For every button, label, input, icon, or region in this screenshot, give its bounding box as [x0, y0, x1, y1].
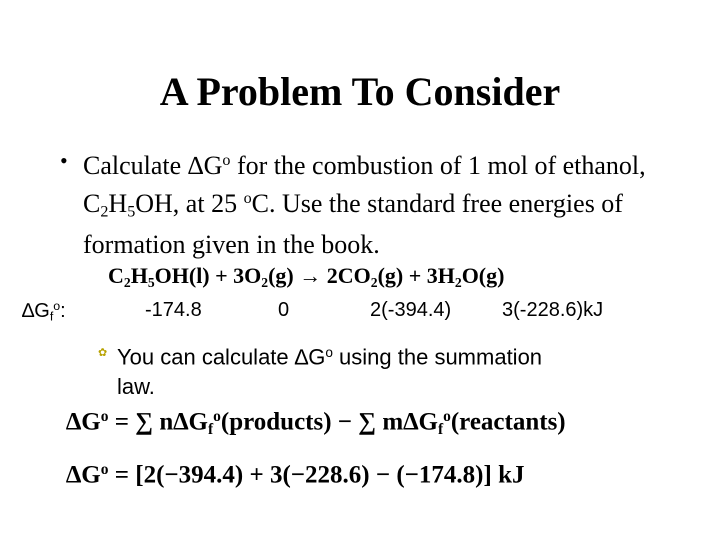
g-symbol: G [203, 150, 223, 180]
formation-value-ethanol: -174.8 [145, 299, 202, 321]
eq-part: ∆G [66, 461, 101, 489]
delta-symbol: ∆ [22, 299, 35, 322]
degree-superscript: o [213, 408, 221, 425]
subscript: 2 [261, 274, 269, 290]
subscript-f: f [49, 309, 54, 324]
subpoint-text [117, 338, 577, 401]
bullet-text [83, 144, 678, 261]
label-colon: : [60, 299, 66, 322]
degree-superscript: o [222, 152, 231, 169]
reaction-part: C [108, 263, 124, 288]
subscript-f: f [437, 420, 444, 438]
subpoint-part: using the summation law. [117, 344, 543, 399]
subscript: 2 [454, 274, 462, 290]
combustion-reaction-equation [108, 263, 504, 291]
eq-part: ∆G [66, 408, 101, 436]
degree-superscript: o [53, 299, 61, 313]
degree-superscript: o [100, 461, 109, 478]
eq-part: = ∑ n∆G [108, 408, 208, 436]
subscript: 5 [127, 203, 136, 221]
reaction-part: O(g) [461, 263, 505, 288]
reaction-part: (g) + 3H [377, 263, 455, 288]
bullet-dot-icon: • [60, 148, 68, 173]
computed-equation [66, 461, 524, 490]
formation-value-co2: 2(-394.4) [370, 299, 452, 321]
g-symbol: G [308, 344, 326, 370]
degree-superscript: o [243, 189, 252, 207]
bullet-text-part: C. Use the standard free energies of formation given in the book. [83, 188, 623, 260]
subscript-f: f [207, 420, 214, 438]
delta-symbol: ∆ [294, 344, 309, 370]
reaction-part: (g) → 2CO [268, 263, 371, 288]
delta-symbol: ∆ [187, 150, 204, 180]
bullet-text-part: H [108, 188, 128, 218]
eq-part: (reactants) [450, 408, 566, 436]
bullet-flower-icon: ✿ [98, 347, 108, 359]
formation-value-oxygen: 0 [278, 299, 290, 321]
bullet-text-part: OH, at 25 [135, 188, 244, 218]
subscript: 2 [100, 203, 109, 221]
subscript: 2 [123, 274, 131, 290]
subscript: 5 [147, 274, 155, 290]
bullet-text-part: Calculate [83, 150, 188, 180]
subpoint-part: You can calculate [117, 344, 295, 370]
g-symbol: G [34, 299, 50, 322]
eq-part: = [2(−394.4) + 3(−228.6) − (−174.8)] kJ [108, 461, 525, 489]
slide-title: A Problem To Consider [159, 69, 561, 114]
bullet-text-part: for the combustion of 1 mol of ethanol, C [83, 150, 646, 218]
eq-part: (products) − ∑ m∆G [220, 408, 438, 436]
degree-superscript: o [325, 345, 333, 360]
formation-value-water: 3(-228.6)kJ [502, 299, 604, 321]
degree-superscript: o [100, 408, 109, 425]
summation-law-equation [66, 408, 566, 439]
reaction-part: OH(l) + 3O [154, 263, 262, 288]
subscript: 2 [370, 274, 378, 290]
degree-superscript: o [443, 408, 451, 425]
formation-energy-label [22, 299, 66, 323]
reaction-part: H [130, 263, 148, 288]
